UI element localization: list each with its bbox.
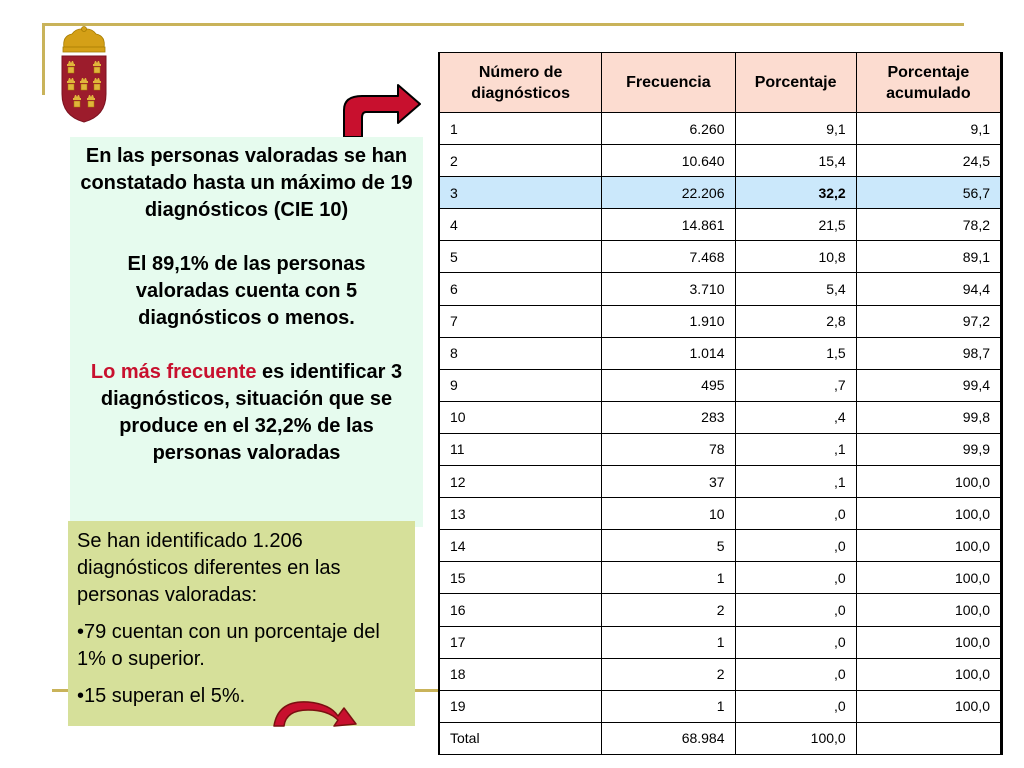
header-percentage: Porcentaje [735,53,856,113]
cell-num-diagnoses: 4 [440,209,602,241]
cell-frequency: 7.468 [602,241,735,273]
cell-percentage: 100,0 [735,722,856,754]
cell-percentage: 32,2 [735,177,856,209]
cell-num-diagnoses: 3 [440,177,602,209]
cell-cumulative: 98,7 [856,337,1000,369]
cell-cumulative: 99,4 [856,369,1000,401]
table-row [440,369,1001,401]
note-bullet-15: •15 superan el 5%. [77,685,246,707]
cell-cumulative: 100,0 [856,626,1000,658]
cell-num-diagnoses: 15 [440,562,602,594]
table-row [440,209,1001,241]
cell-cumulative: 100,0 [856,466,1000,498]
header-frequency: Frecuencia [602,53,735,113]
cell-frequency: 283 [602,401,735,433]
cell-frequency: 2 [602,594,735,626]
cell-frequency: 22.206 [602,177,735,209]
cell-percentage: ,7 [735,369,856,401]
cell-num-diagnoses: 17 [440,626,602,658]
cell-frequency: 1 [602,562,735,594]
header-cumulative-percentage: Porcentaje acumulado [856,53,1000,113]
cell-frequency: 495 [602,369,735,401]
table-row [440,305,1001,337]
cell-cumulative: 56,7 [856,177,1000,209]
cell-cumulative [856,722,1000,754]
cell-num-diagnoses: 8 [440,337,602,369]
cell-percentage: 10,8 [735,241,856,273]
cell-cumulative: 9,1 [856,113,1000,145]
table-row [440,466,1001,498]
cell-percentage: ,0 [735,594,856,626]
cell-cumulative: 89,1 [856,241,1000,273]
cell-num-diagnoses: 19 [440,690,602,722]
cell-frequency: 5 [602,530,735,562]
summary-paragraph-max-diagnoses: En las personas valoradas se han constatado hasta un máximo de 19 diagnósticos (CIE 10) [80,145,413,221]
cell-cumulative: 97,2 [856,305,1000,337]
cell-frequency: 2 [602,658,735,690]
cell-num-diagnoses: 11 [440,433,602,465]
cell-num-diagnoses: 9 [440,369,602,401]
cell-num-diagnoses: 1 [440,113,602,145]
cell-frequency: 10.640 [602,145,735,177]
cell-percentage: ,0 [735,562,856,594]
cell-frequency: 3.710 [602,273,735,305]
cell-percentage: 2,8 [735,305,856,337]
summary-paragraph-five-or-less: El 89,1% de las personas valoradas cuenta con 5 diagnósticos o menos. [127,253,366,329]
cell-cumulative: 99,9 [856,433,1000,465]
cell-percentage: ,4 [735,401,856,433]
table-row [440,626,1001,658]
cell-percentage: 5,4 [735,273,856,305]
cell-percentage: 21,5 [735,209,856,241]
cell-percentage: ,0 [735,626,856,658]
cell-frequency: 6.260 [602,113,735,145]
cell-num-diagnoses: 16 [440,594,602,626]
cell-cumulative: 100,0 [856,498,1000,530]
cell-num-diagnoses: 14 [440,530,602,562]
table-row [440,177,1001,209]
diagnoses-frequency-table [438,52,1003,755]
cell-percentage: 9,1 [735,113,856,145]
cell-num-diagnoses: 2 [440,145,602,177]
top-rule [42,23,964,26]
most-frequent-rest: es identificar 3 diagnósticos, situación que se produce en el 32,2% de las personas valoradas [100,361,403,464]
cell-cumulative: 24,5 [856,145,1000,177]
cell-cumulative: 100,0 [856,562,1000,594]
cell-frequency: 1.910 [602,305,735,337]
cell-frequency: 1 [602,690,735,722]
curved-arrow-right-icon [268,694,368,728]
cell-num-diagnoses: 6 [440,273,602,305]
summary-paragraph-most-frequent [80,359,413,467]
cell-cumulative: 94,4 [856,273,1000,305]
cell-cumulative: 100,0 [856,690,1000,722]
note-intro: Se han identificado 1.206 diagnósticos diferentes en las personas valoradas: [77,530,341,606]
table-row [440,337,1001,369]
table-header-row [440,53,1001,113]
left-rule [42,23,45,95]
cell-cumulative: 100,0 [856,594,1000,626]
table-row [440,113,1001,145]
table-row [440,594,1001,626]
table-row [440,401,1001,433]
cell-num-diagnoses: 18 [440,658,602,690]
table-row [440,145,1001,177]
cell-cumulative: 100,0 [856,658,1000,690]
note-bullet-79: •79 cuentan con un porcentaje del 1% o superior. [77,621,380,670]
table-row [440,562,1001,594]
table-row [440,273,1001,305]
cell-frequency: 1 [602,626,735,658]
cell-num-diagnoses: 12 [440,466,602,498]
cell-percentage: ,0 [735,498,856,530]
cell-percentage: 1,5 [735,337,856,369]
cell-percentage: ,1 [735,433,856,465]
most-frequent-highlight: Lo más frecuente [90,361,257,383]
header-num-diagnoses: Número de diagnósticos [440,53,602,113]
cell-cumulative: 100,0 [856,530,1000,562]
table-row [440,690,1001,722]
cell-frequency: 1.014 [602,337,735,369]
cell-cumulative: 78,2 [856,209,1000,241]
region-of-murcia-crest-icon [54,26,114,126]
cell-frequency: 78 [602,433,735,465]
curved-arrow-right-icon [340,82,422,138]
table-total-row [440,722,1001,754]
diagnoses-summary-panel [70,137,423,527]
cell-num-diagnoses: Total [440,722,602,754]
table-row [440,241,1001,273]
cell-frequency: 14.861 [602,209,735,241]
table-row [440,433,1001,465]
table-row [440,498,1001,530]
cell-num-diagnoses: 5 [440,241,602,273]
cell-frequency: 10 [602,498,735,530]
cell-percentage: ,0 [735,530,856,562]
cell-num-diagnoses: 13 [440,498,602,530]
cell-frequency: 68.984 [602,722,735,754]
cell-percentage: 15,4 [735,145,856,177]
cell-num-diagnoses: 7 [440,305,602,337]
cell-percentage: ,0 [735,690,856,722]
cell-percentage: ,1 [735,466,856,498]
table-row [440,530,1001,562]
table-row [440,658,1001,690]
cell-cumulative: 99,8 [856,401,1000,433]
cell-frequency: 37 [602,466,735,498]
cell-num-diagnoses: 10 [440,401,602,433]
cell-percentage: ,0 [735,658,856,690]
